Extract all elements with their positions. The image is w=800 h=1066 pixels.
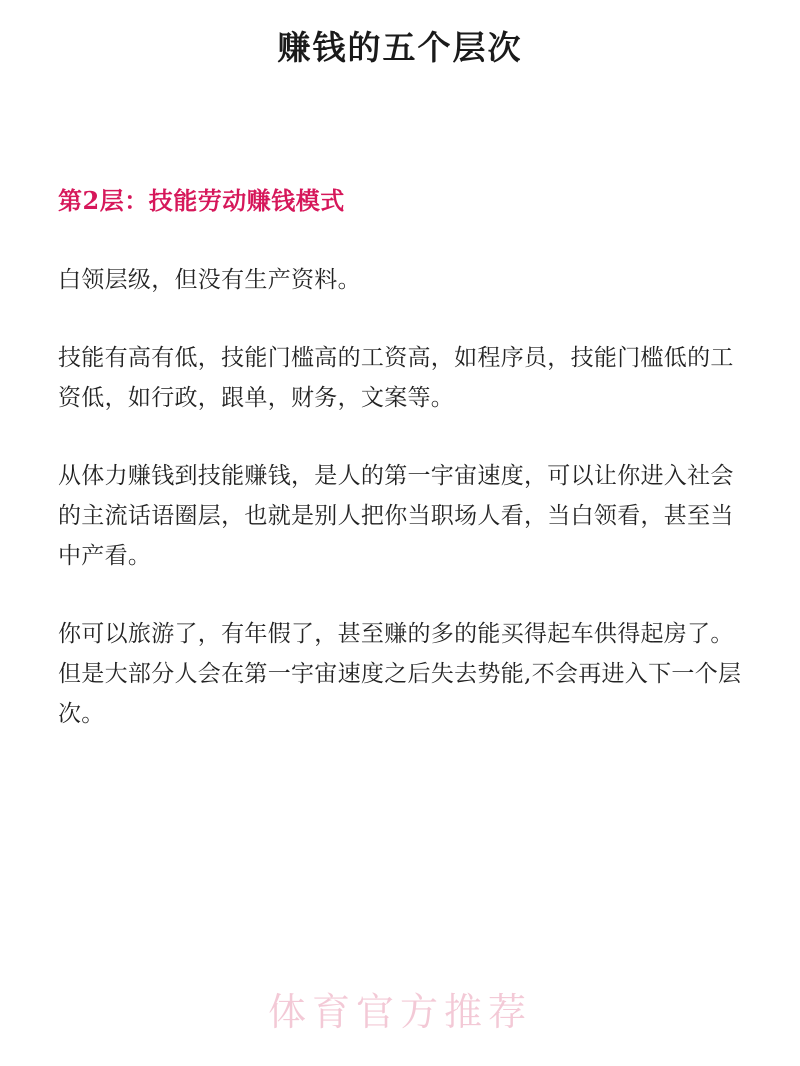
body-paragraph: 从体力赚钱到技能赚钱，是人的第一宇宙速度，可以让你进入社会的主流话语圈层，也就是别人把你当职场人看，当白领看，甚至当中产看。 [58, 463, 734, 569]
body-paragraph: 你可以旅游了，有年假了，甚至赚的多的能买得起车供得起房了。但是大部分人会在第一宇宙速度之后失去势能,不会再进入下一个层次。 [58, 621, 742, 727]
section-heading: 第2层：技能劳动赚钱模式 [58, 186, 345, 215]
page-title: 赚钱的五个层次 [277, 28, 523, 67]
document-body [0, 181, 800, 734]
body-paragraph: 技能有高有低，技能门槛高的工资高，如程序员，技能门槛低的工资低，如行政，跟单，财务，文案等。 [58, 345, 734, 411]
body-paragraph: 白领层级，但没有生产资料。 [58, 267, 361, 293]
watermark-text: 体育官方推荐 [267, 990, 532, 1034]
